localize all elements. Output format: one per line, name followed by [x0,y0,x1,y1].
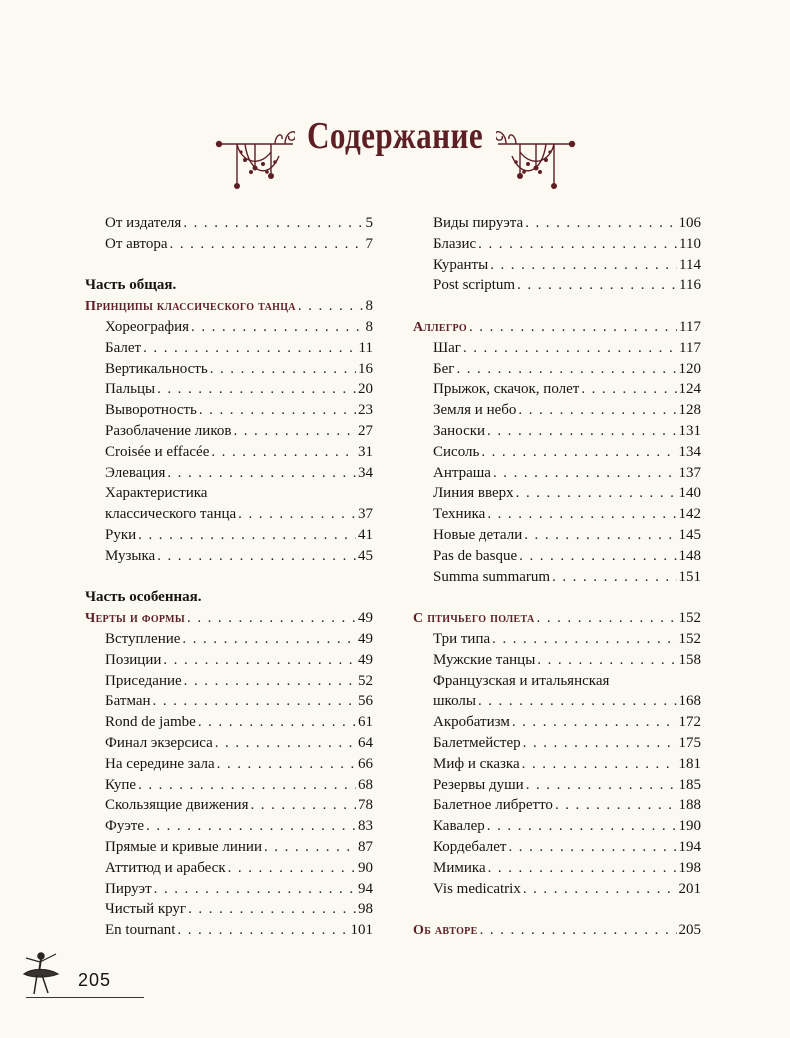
dot-leader [518,400,676,421]
toc-entry-title: Принципы классического танца [85,299,296,315]
toc-entry [413,213,701,234]
toc-entry-title: Батман [105,693,151,710]
dot-leader [191,317,363,338]
toc-page-number: 87 [358,838,373,855]
toc-entry [85,837,373,858]
toc-page-number: 145 [678,526,701,543]
toc-page-number: 41 [358,526,373,543]
toc-entry-title: Прыжок, скачок, полет [433,381,580,398]
dot-leader [463,338,677,359]
toc-entry-title: Балетмейстер [433,734,521,751]
toc-entry [85,234,373,255]
dot-leader [493,463,677,484]
toc-entry-title: Линия вверх [433,485,514,502]
dot-leader [480,920,677,941]
toc-page-number: 45 [358,547,373,564]
toc-entry [85,858,373,879]
toc-page-number: 37 [358,506,373,523]
toc-page-number: 34 [358,464,373,481]
dot-leader [581,379,676,400]
toc-entry-title: Руки [105,526,137,543]
toc-entry-title: Summa summarum [433,568,551,585]
toc-page-number: 128 [678,402,701,419]
toc-entry [85,379,373,400]
toc-page-number: 134 [678,443,701,460]
dot-leader [233,421,356,442]
toc-page-number: 5 [365,215,373,231]
toc-entry-title: От издателя [105,215,182,231]
dot-leader [146,816,356,837]
toc-entry [413,754,701,775]
toc-entry [413,400,701,421]
dot-leader [217,754,356,775]
toc-entry-title: Музыка [105,547,156,564]
toc-entry [413,421,701,442]
toc-section-heading [85,296,373,317]
toc-entry-title: Балетное либретто [433,797,553,814]
toc-entry [85,795,373,816]
toc-section-heading [413,608,701,629]
spacer [413,296,701,317]
dot-leader [519,546,676,567]
toc-entry-title: Мимика [433,859,486,876]
toc-entry-title: Черты и формы [85,611,186,627]
toc-page-number: 137 [678,464,701,481]
dot-leader [157,546,356,567]
toc-page-number: 198 [678,859,701,876]
dot-leader [264,837,356,858]
dot-leader [187,608,356,629]
dot-leader [163,650,356,671]
toc-section-heading [413,317,701,338]
dot-leader [188,899,356,920]
toc-entry [85,754,373,775]
toc-entry-title: Об авторе [413,923,478,939]
toc-entry [413,442,701,463]
dot-leader [522,754,677,775]
dot-leader [523,733,677,754]
toc-entry-title: классического танца [105,506,237,523]
toc-entry-title: Часть общая. [85,277,177,294]
toc-page-number: 116 [679,277,701,294]
toc-entry [413,733,701,754]
toc-page-number: 148 [678,547,701,564]
toc-entry-title: Акробатизм [433,714,510,731]
toc-page-number: 120 [678,360,701,377]
toc-entry [413,858,701,879]
toc-page-number: 68 [358,776,373,793]
dot-leader [199,400,356,421]
toc-entry [85,879,373,900]
toc-entry [413,338,701,359]
toc-entry-title: Позиции [105,651,162,668]
dot-leader [143,338,356,359]
toc-entry [85,816,373,837]
dot-leader [487,504,676,525]
toc-entry [413,775,701,796]
toc-page-number: 20 [358,381,373,398]
toc-entry [413,816,701,837]
spacer [85,255,373,276]
toc-entry-title: Часть особенная. [85,589,202,606]
dot-leader [167,463,356,484]
toc-entry-line: Французская и итальянская [433,672,610,689]
dot-leader [478,234,677,255]
toc-entry [85,899,373,920]
toc-entry-title: Приседание [105,672,182,689]
toc-entry [413,255,701,276]
toc-page-number: 27 [358,422,373,439]
toc-entry [85,691,373,712]
toc-page-number: 56 [358,693,373,710]
toc-entry [413,379,701,400]
toc-entry-title: Финал экзерсиса [105,734,213,751]
toc-page-number: 49 [358,610,373,627]
toc-entry [85,421,373,442]
toc-page-number: 83 [358,818,373,835]
toc-entry [413,504,701,525]
dot-leader [517,275,677,296]
toc-page-number: 131 [678,422,701,439]
toc-entry-title: En tournant [105,922,176,939]
toc-entry [413,650,701,671]
toc-entry-title: Виды пируэта [433,215,524,231]
toc-entry-title: Кавалер [433,818,485,835]
toc-entry-title: Вертикальность [105,360,208,377]
dot-leader [481,442,676,463]
toc-entry [413,359,701,380]
dot-leader [512,712,677,733]
toc-part-heading [85,587,373,608]
toc-page-number: 64 [358,734,373,751]
dot-leader [478,691,677,712]
toc-entry-title: Три типа [433,630,491,647]
dot-leader [157,379,356,400]
dot-leader [552,567,676,588]
toc-entry-title: Чистый круг [105,901,187,918]
toc-page-number: 175 [678,734,701,751]
dot-leader [516,483,677,504]
toc-page-number: 49 [358,651,373,668]
toc-page-number: 101 [350,922,373,939]
dot-leader [469,317,677,338]
toc-page-number: 114 [679,256,701,273]
toc-entry-title: Купе [105,776,137,793]
toc-page-number: 140 [678,485,701,502]
dot-leader [298,296,364,317]
toc-entry-title: На середине зала [105,755,215,772]
toc-entry [85,400,373,421]
toc-page-number: 188 [678,797,701,814]
page-number: 205 [78,970,112,990]
toc-entry-title: Мужские танцы [433,651,536,668]
toc-page-number: 152 [678,630,701,647]
toc-entry [85,317,373,338]
toc-entry-title: Резервы души [433,776,524,793]
toc-entry-title: Пируэт [105,880,152,897]
toc-page-number: 98 [358,901,373,918]
toc-entry [413,712,701,733]
dot-leader [138,775,356,796]
page-title: Содержание [306,115,484,157]
toc-page-number: 52 [358,672,373,689]
dot-leader [524,525,676,546]
toc-entry-title: Блазис [433,235,477,252]
toc-entry-title: Кордебалет [433,838,507,855]
dot-leader [456,359,676,380]
toc-entry [413,463,701,484]
toc-entry [85,504,373,525]
toc-page-number: 152 [678,610,701,627]
toc-entry [413,275,701,296]
toc-entry-title: Прямые и кривые линии [105,838,262,855]
toc-page-number: 158 [678,651,701,668]
toc-entry [85,920,373,941]
toc-entry [413,567,701,588]
toc-entry-title: Rond de jambe [105,714,196,731]
toc-page-number: 110 [679,235,701,252]
right-ornament-icon [496,122,576,197]
toc-entry-title: Техника [433,506,486,523]
toc-entry-title: Балет [105,339,142,356]
toc-entry-title: Земля и небо [433,402,517,419]
toc-entry-title: Аллегро [413,319,467,335]
dot-leader [198,712,356,733]
toc-page-number: 8 [365,298,373,315]
toc-entry [413,837,701,858]
toc-page-number: 16 [358,360,373,377]
toc-page-number: 142 [678,506,701,523]
toc-page-number: 168 [678,693,701,710]
toc-entry [85,463,373,484]
dot-leader [490,255,677,276]
dot-leader [537,608,677,629]
toc-entry-title: Куранты [433,256,489,273]
toc-entry-title: Фуэте [105,818,145,835]
dot-leader [487,421,676,442]
dot-leader [170,234,364,255]
toc-page-number: 23 [358,402,373,419]
dot-leader [184,671,356,692]
title-block [0,110,790,200]
toc-entry-title: С птичьего полета [413,611,535,627]
dot-leader [526,775,677,796]
toc-entry-title: Сисоль [433,443,480,460]
toc-entry-title: Бег [433,360,455,377]
footer-rule [26,997,144,998]
toc-entry-title: Аттитюд и арабеск [105,859,226,876]
toc-entry-title: Хореография [105,318,190,335]
dot-leader [487,816,677,837]
toc-entry [413,691,701,712]
toc-entry-title: Выворотность [105,402,197,419]
toc-entry [413,546,701,567]
toc-entry [85,733,373,754]
toc-entry [85,359,373,380]
toc-page-number: 61 [358,714,373,731]
toc-page-number: 124 [678,381,701,398]
toc-page-number: 201 [678,880,701,897]
dot-leader [138,525,356,546]
toc-entry [85,525,373,546]
toc-entry [85,629,373,650]
toc-entry-title: Vis medicatrix [433,880,521,897]
toc-entry [85,213,373,234]
toc-section-heading [413,920,701,941]
toc-entry [85,338,373,359]
dot-leader [492,629,676,650]
toc-entry [85,775,373,796]
dot-leader [177,920,348,941]
dot-leader [251,795,357,816]
dot-leader [525,213,676,234]
dot-leader [153,691,356,712]
toc-entry-title: От автора [105,235,168,252]
toc-entry-title: Антраша [433,464,491,481]
toc-page-number: 194 [678,838,701,855]
toc-entry [413,234,701,255]
toc-page-number: 205 [678,922,701,939]
toc-entry [413,483,701,504]
toc-entry-title: Вступление [105,630,181,647]
toc-left-column [85,213,373,941]
dot-leader [228,858,356,879]
toc-page-number: 190 [678,818,701,835]
toc-page-number: 185 [678,776,701,793]
toc-page-number: 49 [358,630,373,647]
toc-entry [85,442,373,463]
toc-page-number: 172 [678,714,701,731]
toc-page-number: 117 [679,318,701,335]
toc-page-number: 7 [365,235,373,252]
dot-leader [211,442,356,463]
toc-entry [85,546,373,567]
toc-entry-title: Миф и сказка [433,755,520,772]
toc-entry-line: Характеристика [105,485,208,502]
toc-page-number: 78 [358,797,373,814]
toc-section-heading [85,608,373,629]
dot-leader [523,879,677,900]
toc-page-number: 31 [358,443,373,460]
ballerina-icon [18,948,68,1000]
toc-page-number: 151 [678,568,701,585]
toc-entry-title: Post scriptum [433,277,516,294]
dot-leader [508,837,676,858]
toc-entry [85,671,373,692]
dot-leader [555,795,677,816]
toc-entry [413,525,701,546]
toc-entry [413,879,701,900]
dot-leader [215,733,356,754]
dot-leader [183,213,363,234]
dot-leader [537,650,676,671]
toc-entry-title: Пальцы [105,381,156,398]
toc-entry-title: Шаг [433,339,461,356]
toc-entry [85,712,373,733]
toc-part-heading [85,275,373,296]
dot-leader [210,359,356,380]
toc-page-number: 66 [358,755,373,772]
toc-entry-title: Заноски [433,422,486,439]
toc-entry-title: Новые детали [433,526,523,543]
toc-page-number: 94 [358,880,373,897]
toc-entry-title: школы [433,693,476,710]
toc-entry-title: Croisée и effacée [105,443,210,460]
toc-page-number: 181 [678,755,701,772]
dot-leader [182,629,356,650]
spacer [413,899,701,920]
dot-leader [154,879,356,900]
toc-right-column [413,213,701,941]
toc-page-number: 8 [365,318,373,335]
toc-page-number: 90 [358,859,373,876]
toc-page-number: 11 [358,339,373,356]
toc-entry-title: Разоблачение ликов [105,422,232,439]
spacer [85,567,373,588]
toc-entry [413,795,701,816]
toc-page-number: 117 [679,339,701,356]
spacer [413,587,701,608]
toc-entry-title: Элевация [105,464,166,481]
toc-entry [85,650,373,671]
dot-leader [488,858,677,879]
toc-entry-title: Скользящие движения [105,797,249,814]
toc-page-number: 106 [678,215,701,231]
dot-leader [238,504,356,525]
toc-entry [413,629,701,650]
toc-entry-title: Pas de basque [433,547,518,564]
